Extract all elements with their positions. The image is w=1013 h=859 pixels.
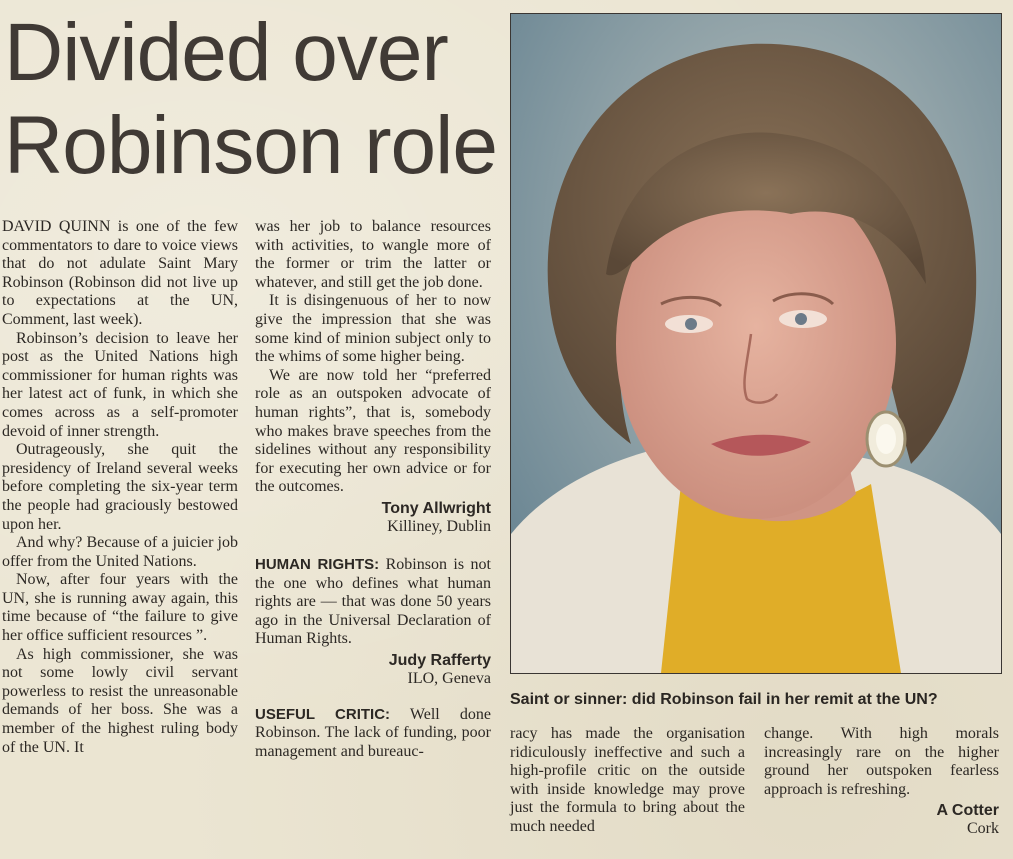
headline-line-1: Divided over <box>4 7 448 98</box>
letter3-text-part2: racy has made the organisation ridiculously ineffective and such a high-profile critic on the outside with inside knowledge may prove just the formula to bring about the much needed <box>510 725 745 835</box>
letter3-body <box>255 706 491 762</box>
photo-caption: Saint or sinner: did Robinson fail in her remit at the UN? <box>510 691 938 708</box>
portrait-illustration <box>511 14 1001 673</box>
letter1-paragraph: Now, after four years with the UN, she is running away again, this time because of “the failure to give her office sufficient resources ”. <box>2 571 238 645</box>
letter2-location: ILO, Geneva <box>407 669 491 687</box>
letter1-location: Killiney, Dublin <box>387 517 491 535</box>
text-column-1 <box>2 218 238 757</box>
letter2-label: HUMAN RIGHTS: <box>255 555 380 573</box>
letter2-author: Judy Rafferty <box>388 651 491 669</box>
text-column-4 <box>764 725 999 838</box>
letter1-paragraph: As high commissioner, she was not some lowly civil servant powerless to resist the unreasonable demands of her boss. She was a member of the highest ruling body of the UN. It <box>2 645 238 756</box>
letter2-body <box>255 556 491 649</box>
letter1-paragraph: We are now told her “preferred role as an outspoken advocate of human rights”, that is, somebody who makes brave speeches from the sidelines without any responsibility for executing her own advice or for the outcomes. <box>255 366 491 496</box>
headline <box>4 6 504 192</box>
letter3-label: USEFUL CRITIC: <box>255 705 391 723</box>
letter1-paragraph: Robinson’s decision to leave her post as the United Nations high commissioner for human rights was her latest act of funk, in which she comes across as a self-promoter devoid of inner strength. <box>2 329 238 440</box>
letter1-paragraph: It is disingenuous of her to now give the impression that she was some kind of minion subject only to the whims of some higher being. <box>255 292 491 366</box>
text-column-3 <box>510 725 745 837</box>
letter1-paragraph: DAVID QUINN is one of the few commentators to dare to voice views that do not adulate Saint Mary Robinson (Robinson did not live up to expectations at the UN, Comment, last week). <box>2 218 238 328</box>
text-column-2 <box>255 218 491 762</box>
photo-mary-robinson <box>510 13 1002 674</box>
letter3-text-part1: Well done Robinson. The lack of funding, poor management and bureauc- <box>255 705 491 761</box>
letter2-text: Robinson is not the one who defines what human rights are — that was done 50 years ago in the Universal Declaration of Human Rights. <box>255 555 491 648</box>
letter3-author: A Cotter <box>936 802 999 820</box>
letter1-paragraph: was her job to balance resources with activities, to wangle more of the former or trim the latter or whatever, and still get the job done. <box>255 218 491 291</box>
letter1-author: Tony Allwright <box>381 499 491 517</box>
letter1-paragraph: And why? Because of a juicier job offer from the United Nations. <box>2 534 238 570</box>
letter3-text-part3: change. With high morals increasingly rare on the higher ground her outspoken fearless approach is refreshing. <box>764 725 999 798</box>
letter1-paragraph: Outrageously, she quit the presidency of Ireland several weeks before completing the six-year term the people had graciously bestowed upon her. <box>2 441 238 533</box>
headline-line-2: Robinson role <box>4 100 497 191</box>
letter3-location: Cork <box>967 820 999 838</box>
